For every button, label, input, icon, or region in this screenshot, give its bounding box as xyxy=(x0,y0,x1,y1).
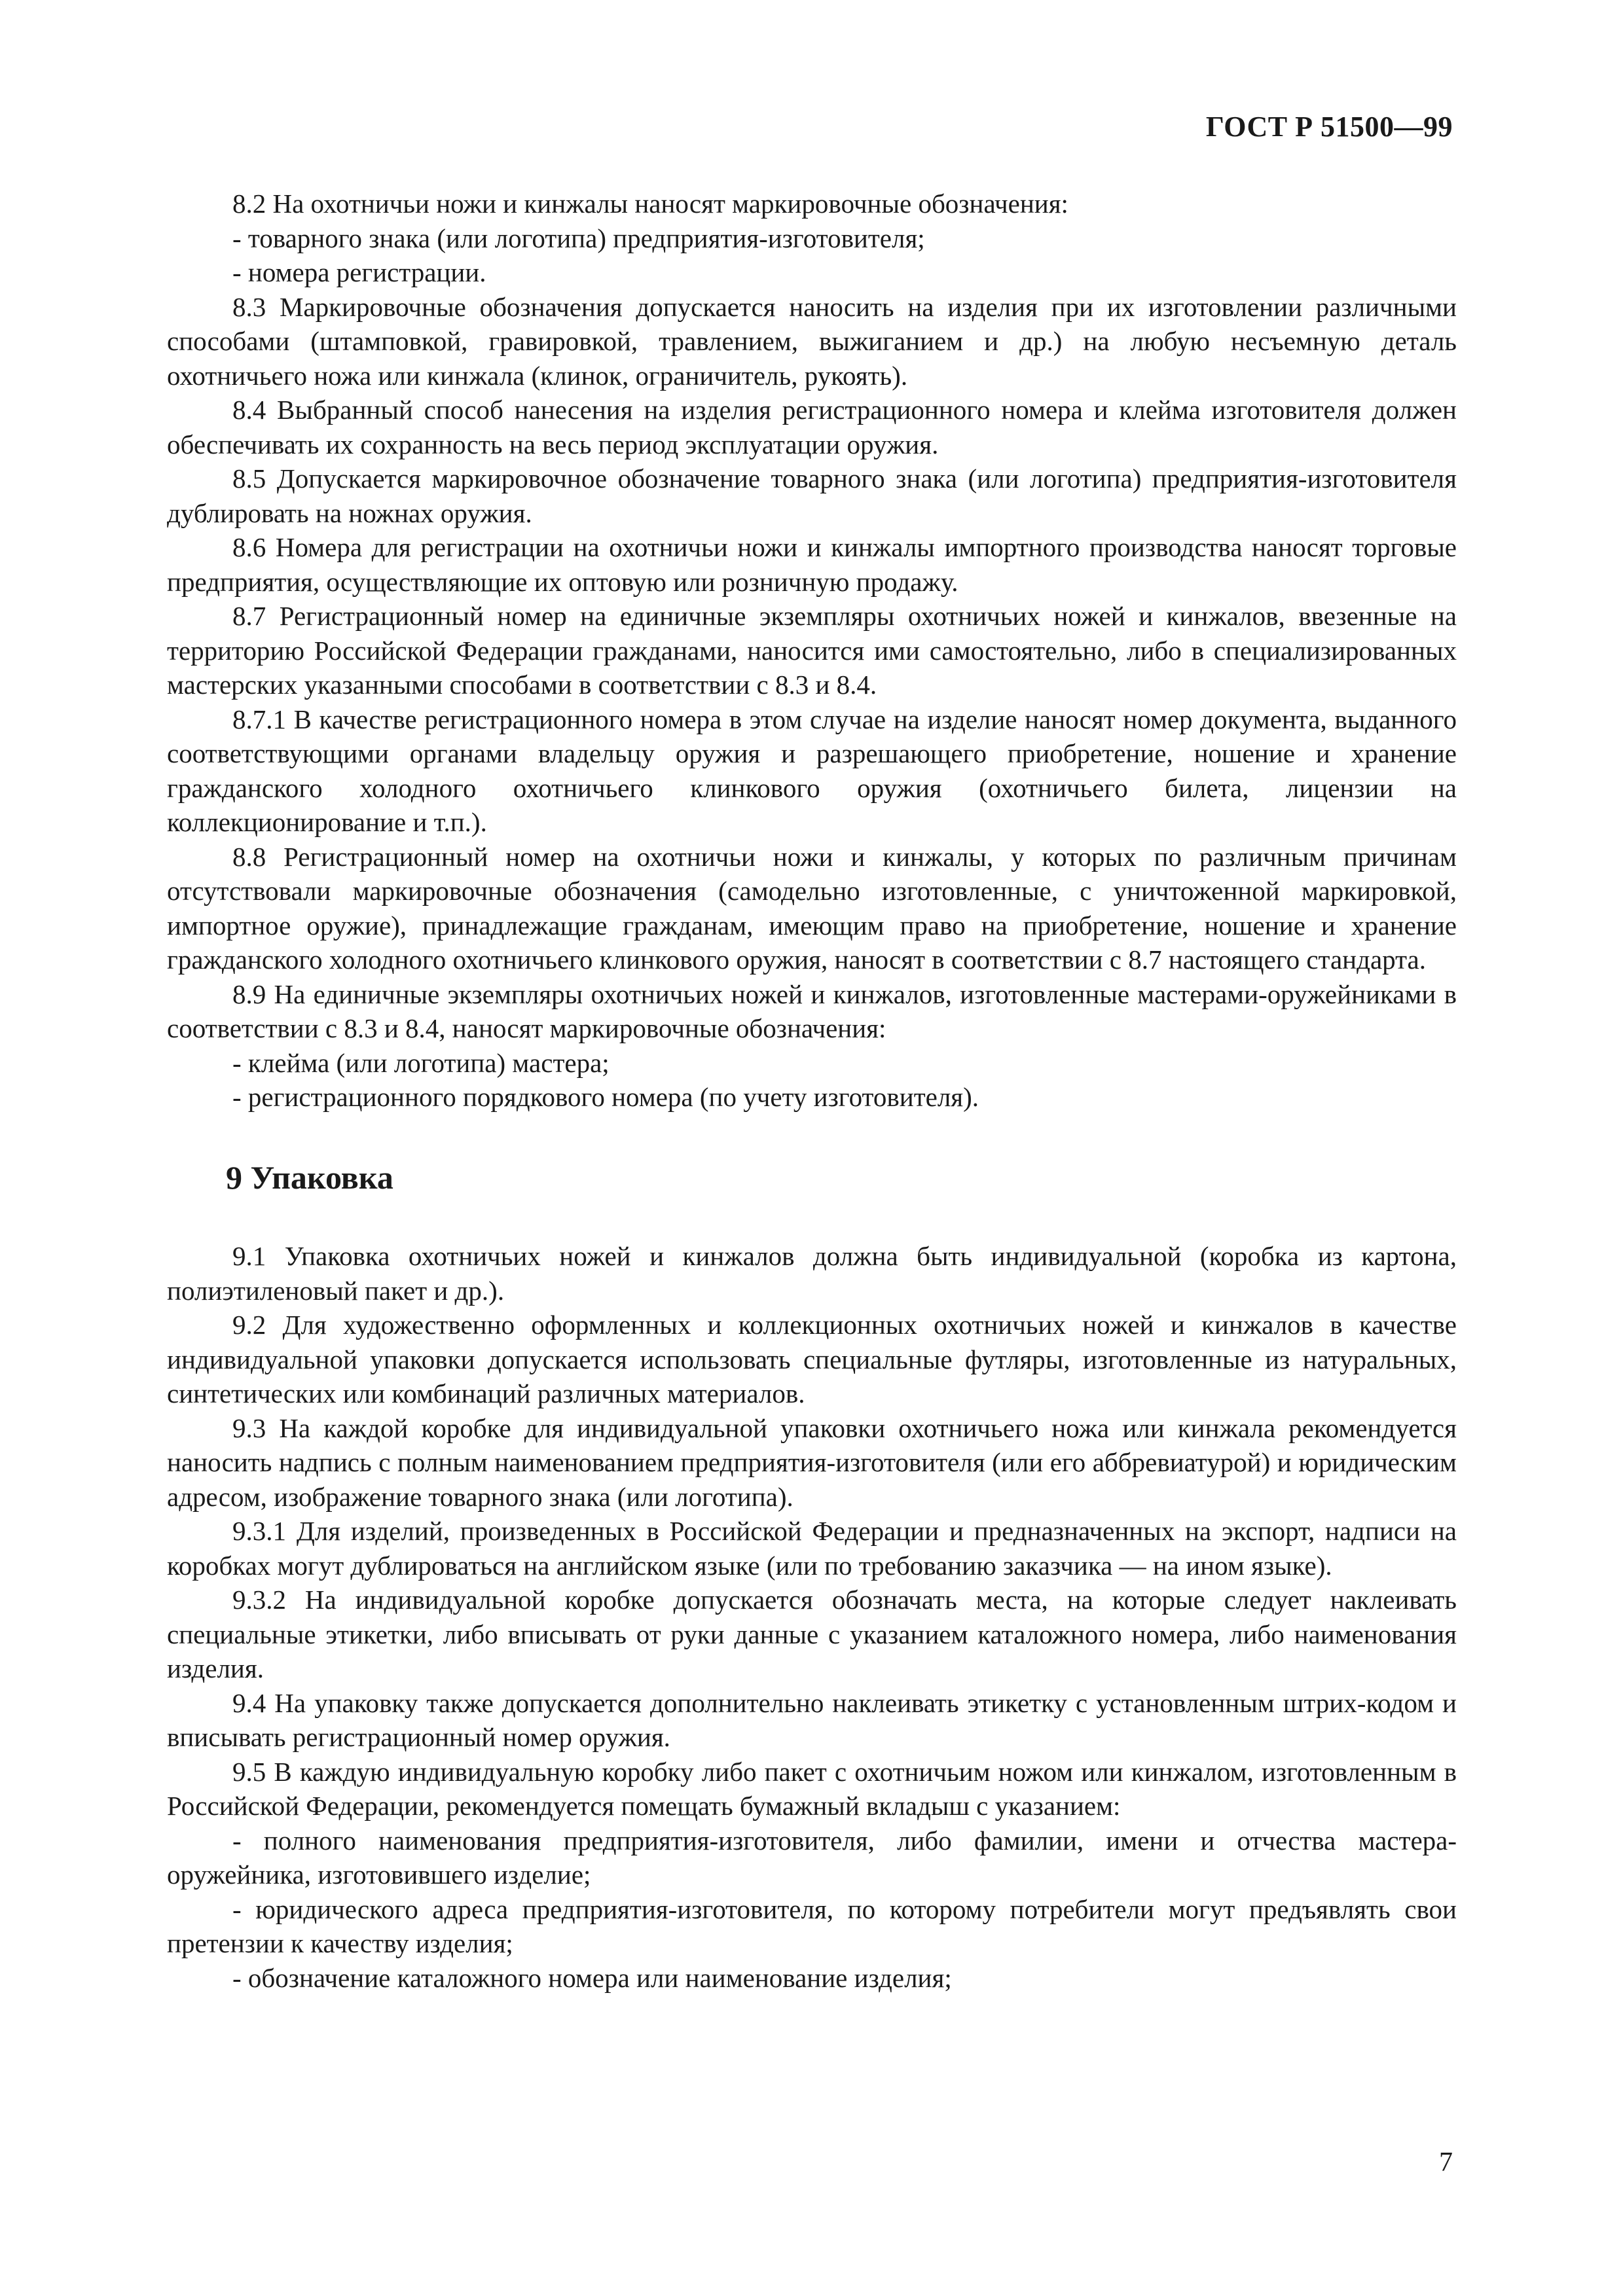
paragraph-9-1: 9.1 Упаковка охотничьих ножей и кинжалов должна быть индивидуальной (коробка из картона, полиэтиленовый пакет и др.). xyxy=(167,1241,1457,1306)
paragraph-9-3: 9.3 На каждой коробке для индивидуальной упаковки охотничьего ножа или кинжала рекомендуется наносить надпись с полным наименованием предприятия-изготовителя (или его аббревиатурой) и юридическим адресом, изображение товарного знака (или логотипа). xyxy=(167,1412,1457,1512)
page-body xyxy=(167,187,1457,1995)
section-title-packaging: 9 Упаковка xyxy=(226,1158,393,1196)
paragraph-8-4: 8.4 Выбранный способ нанесения на изделия регистрационного номера и клейма изготовителя должен обеспечивать их сохранность на весь период эксплуатации оружия. xyxy=(167,395,1457,459)
paragraph-8-5: 8.5 Допускается маркировочное обозначение товарного знака (или логотипа) предприятия-изготовителя дублировать на ножнах оружия. xyxy=(167,463,1457,528)
paragraph-8-6: 8.6 Номера для регистрации на охотничьи ножи и кинжалы импортного производства наносят торговые предприятия, осуществляющие их оптовую или розничную продажу. xyxy=(167,532,1457,597)
list-item-master-mark: - клейма (или логотипа) мастера; xyxy=(232,1047,610,1078)
document-code-header: ГОСТ Р 51500—99 xyxy=(1205,111,1453,143)
list-item-catalog-number: - обозначение каталожного номера или наименование изделия; xyxy=(232,1962,952,1993)
list-item-manufacturer-name: - полного наименования предприятия-изготовителя, либо фамилии, имени и отчества мастера-оружейника, изготовившего изделие; xyxy=(167,1825,1457,1890)
paragraph-9-2: 9.2 Для художественно оформленных и коллекционных охотничьих ножей и кинжалов в качестве индивидуальной упаковки допускается использовать специальные футляры, изготовленные из натуральных, синтетических или комбинаций различных материалов. xyxy=(167,1310,1457,1408)
paragraph-8-2: 8.2 На охотничьи ножи и кинжалы наносят маркировочные обозначения: xyxy=(232,188,1068,219)
paragraph-9-4: 9.4 На упаковку также допускается дополнительно наклеивать этикетку с установленным штрих-кодом и вписывать регистрационный номер оружия. xyxy=(167,1687,1457,1752)
paragraph-8-8: 8.8 Регистрационный номер на охотничьи ножи и кинжалы, у которых по различным причинам отсутствовали маркировочные обозначения (самодельно изготовленные, с уничтоженной маркировкой, импортное оружие), принадлежащие гражданам, имеющим право на приобретение, ношение и хранение гражданского холодного охотничьего клинкового оружия, наносят в соответствии с 8.7 настоящего стандарта. xyxy=(167,841,1457,975)
list-item-registration-number: - номера регистрации. xyxy=(232,257,486,287)
paragraph-8-7: 8.7 Регистрационный номер на единичные экземпляры охотничьих ножей и кинжалов, ввезенные на территорию Российской Федерации гражданами, наносится ими самостоятельно, либо в специализированных мастерских указанными способами в соответствии с 8.3 и 8.4. xyxy=(167,601,1457,700)
list-item-serial-number: - регистрационного порядкового номера (по учету изготовителя). xyxy=(232,1082,979,1112)
list-item-trademark: - товарного знака (или логотипа) предприятия-изготовителя; xyxy=(232,223,925,253)
paragraph-9-3-2: 9.3.2 На индивидуальной коробке допускается обозначать места, на которые следует наклеивать специальные этикетки, либо вписывать от руки данные с указанием каталожного номера, либо наименования изделия. xyxy=(167,1585,1457,1683)
page-number: 7 xyxy=(1439,2147,1453,2178)
list-item-legal-address: - юридического адреса предприятия-изготовителя, по которому потребители могут предъявлять свои претензии к качеству изделия; xyxy=(167,1893,1457,1958)
paragraph-9-5: 9.5 В каждую индивидуальную коробку либо пакет с охотничьим ножом или кинжалом, изготовленным в Российской Федерации, рекомендуется помещать бумажный вкладыш с указанием: xyxy=(167,1756,1457,1821)
paragraph-8-9: 8.9 На единичные экземпляры охотничьих ножей и кинжалов, изготовленные мастерами-оружейниками в соответствии с 8.3 и 8.4, наносят маркировочные обозначения: xyxy=(167,978,1457,1043)
paragraph-8-3: 8.3 Маркировочные обозначения допускается наносить на изделия при их изготовлении различными способами (штамповкой, гравировкой, травлением, выжиганием и др.) на любую несъемную деталь охотничьего ножа или кинжала (клинок, ограничитель, рукоять). xyxy=(167,291,1457,391)
paragraph-8-7-1: 8.7.1 В качестве регистрационного номера в этом случае на изделие наносят номер документа, выданного соответствующими органами владельцу оружия и разрешающего приобретение, ношение и хранение гражданского холодного охотничьего клинкового оружия (охотничьего билета, лицензии на коллекционирование и т.п.). xyxy=(167,704,1457,837)
paragraph-9-3-1: 9.3.1 Для изделий, произведенных в Российской Федерации и предназначенных на экспорт, надписи на коробках могут дублироваться на английском языке (или по требованию заказчика — на ином языке). xyxy=(167,1516,1457,1581)
